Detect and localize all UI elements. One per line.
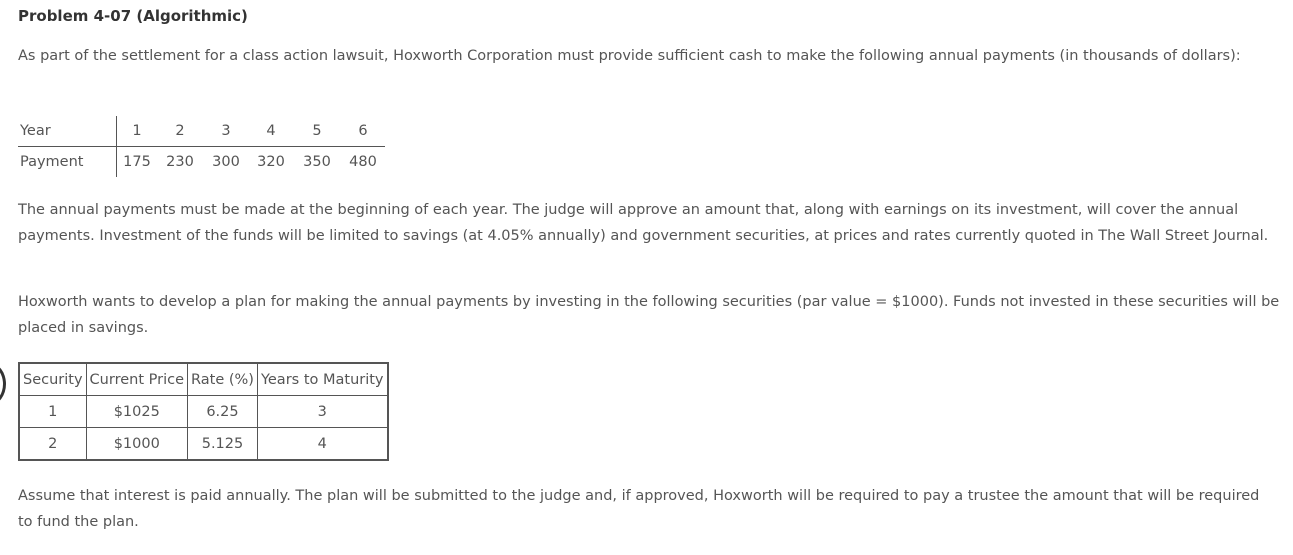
payment-cell: 300 <box>212 154 240 170</box>
table-cell: 2 <box>19 428 86 461</box>
payment-schedule-table <box>18 116 385 177</box>
payment-cell: 350 <box>303 154 331 170</box>
table-cell: 6.25 <box>188 396 258 428</box>
table-cell: 5.125 <box>188 428 258 461</box>
payment-cell: 175 <box>123 154 151 170</box>
problem-title: Problem 4-07 (Algorithmic) <box>18 7 248 25</box>
table-cell: 4 <box>257 428 387 461</box>
requirements-paragraph: The annual payments must be made at the beginning of each year. The judge will approve an amount that, along with earnings on its investment, will cover the annual payments. Investment of the funds will be limited to savings (at 4.05% annually) and government securities, at prices and rates currently quoted in The Wall Street Journal. <box>18 202 1269 244</box>
payment-cell: 480 <box>349 154 377 170</box>
intro-paragraph: As part of the settlement for a class action lawsuit, Hoxworth Corporation must provide sufficient cash to make the following annual payments (in thousands of dollars): <box>18 48 1241 64</box>
table-row <box>19 396 388 428</box>
plan-paragraph: Hoxworth wants to develop a plan for making the annual payments by investing in the following securities (par value = $1000). Funds not invested in these securities will be placed in savings. <box>18 294 1280 336</box>
year-label: Year <box>18 116 117 147</box>
year-row <box>18 116 385 147</box>
table-cell: $1025 <box>86 396 187 428</box>
header-security: Security <box>19 363 86 396</box>
year-cell: 6 <box>341 116 385 147</box>
securities-table <box>18 362 389 461</box>
table-header-row <box>19 363 388 396</box>
year-cell: 3 <box>203 116 249 147</box>
header-rate: Rate (%) <box>188 363 258 396</box>
assumption-paragraph: Assume that interest is paid annually. The plan will be submitted to the judge and, if approved, Hoxworth will be required to pay a trustee the amount that will be required to fund the plan. <box>18 488 1260 530</box>
payment-row <box>18 147 385 178</box>
payment-label: Payment <box>18 147 117 178</box>
partial-circle-mark <box>0 363 6 405</box>
table-cell: 3 <box>257 396 387 428</box>
year-cell: 1 <box>117 116 158 147</box>
payment-cell: 320 <box>257 154 285 170</box>
year-cell: 5 <box>293 116 341 147</box>
table-cell: 1 <box>19 396 86 428</box>
header-years-to-maturity: Years to Maturity <box>257 363 387 396</box>
year-cell: 4 <box>249 116 293 147</box>
table-row <box>19 428 388 461</box>
table-cell: $1000 <box>86 428 187 461</box>
year-cell: 2 <box>157 116 203 147</box>
payment-cell: 230 <box>166 154 194 170</box>
header-current-price: Current Price <box>86 363 187 396</box>
